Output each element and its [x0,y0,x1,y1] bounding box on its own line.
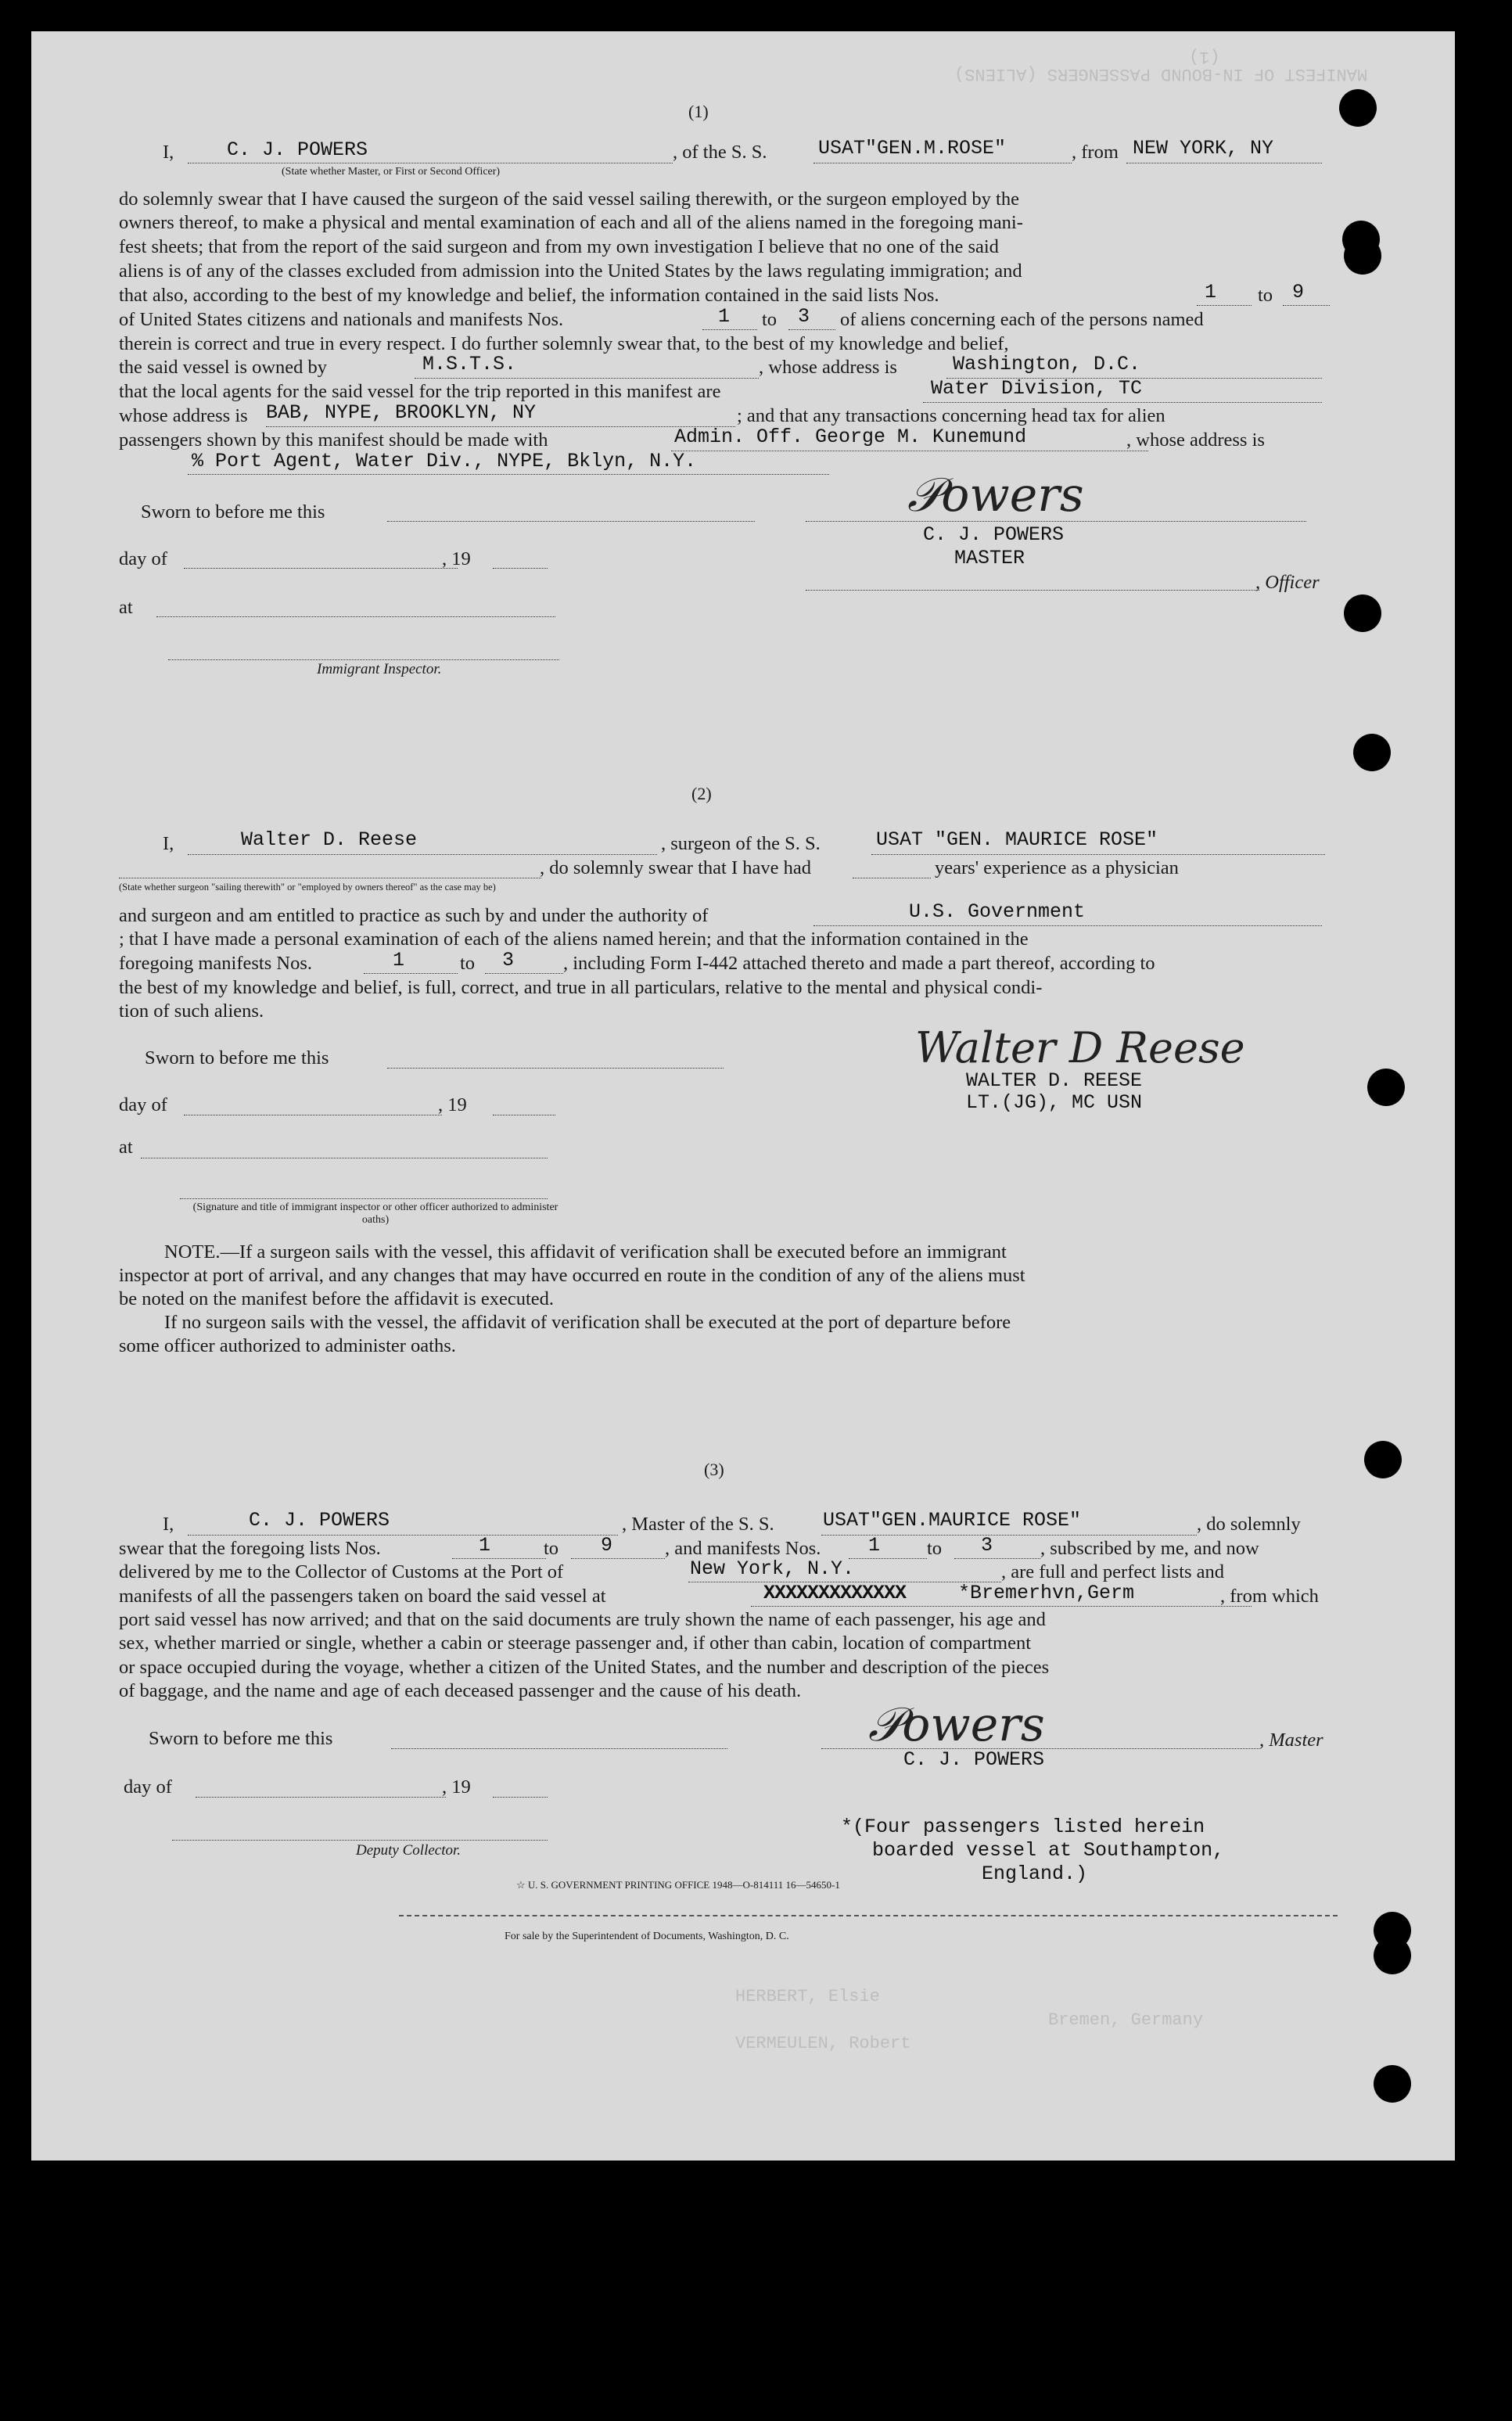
label: , of the S. S. [673,142,767,163]
label: to [460,953,476,974]
manifest-from-field: 1 [718,305,731,328]
label: to [1258,285,1273,306]
show-through-text: VERMEULEN, Robert [735,2034,911,2053]
officer-label: , Officer [1255,572,1320,593]
note-text: inspector at port of arrival, and any changes that may have occurred en route in the condition of any of the aliens must [119,1265,1025,1286]
manifests-to-field: 3 [502,949,515,972]
embarkation-port-field: *Bremerhvn,Germ [958,1582,1135,1604]
affidavit-text: do solemnly swear that I have caused the surgeon of the said vessel sailing therewith, or the surgeon employed by the [119,189,1019,210]
label: , do solemnly [1197,1514,1301,1535]
label: to [544,1538,559,1559]
signature-caption: (Signature and title of immigrant inspector or other officer authorized to administer oaths) [192,1202,558,1226]
signature-powers: 𝒫owers [907,468,1084,523]
affidavit-text: foregoing manifests Nos. [119,953,312,974]
manifests-from-field: 1 [393,949,405,972]
footnote: England.) [982,1862,1088,1885]
signer-title: MASTER [954,547,1025,569]
affidavit-text: aliens is of any of the classes excluded from admission into the United States by the laws regulating immigration; and [119,260,1022,282]
year-label: , 19 [442,1776,471,1798]
section-number: (3) [704,1460,724,1479]
label: , whose address is [759,357,897,378]
ship-name-field: USAT "GEN. MAURICE ROSE" [876,828,1158,851]
owner-field: M.S.T.S. [422,353,517,375]
arrival-port-field: New York, N.Y. [690,1557,855,1580]
affidavit-text: delivered by me to the Collector of Customs at the Port of [119,1561,564,1582]
affidavit-text: that the local agents for the said vessel for the trip reported in this manifest are [119,381,721,402]
affidavit-text: of baggage, and the name and age of each deceased passenger and the cause of his death. [119,1680,802,1701]
binder-hole [1339,89,1377,127]
affidavit-text: ; that I have made a personal examination of each of the aliens named herein; and that the information contained in the [119,929,1029,950]
lists-to-field: 9 [601,1534,613,1557]
affidavit-text: manifests of all the passengers taken on board the said vessel at [119,1586,606,1607]
section-number: (2) [691,784,712,803]
ship-name-field: USAT"GEN.M.ROSE" [818,137,1007,160]
affidavit-text: fest sheets; that from the report of the said surgeon and from my own investigation I believe that no one of the said [119,236,999,257]
head-tax-contact-field: Admin. Off. George M. Kunemund [674,426,1027,448]
lists-from-field: 1 [1205,281,1217,304]
label: , whose address is [1126,429,1265,451]
affidavit-text: sex, whether married or single, whether a cabin or steerage passenger and, if other than cabin, location of compartment [119,1633,1032,1654]
binder-hole [1344,594,1381,632]
departure-port-field: NEW YORK, NY [1133,137,1274,160]
affidavit-text: , are full and perfect lists and [1001,1561,1225,1582]
day-of-label: day of [119,548,167,569]
sworn-label: Sworn to before me this [145,1047,329,1069]
affidavit-text: , from which [1220,1586,1319,1607]
printing-office-imprint: ☆ U. S. GOVERNMENT PRINTING OFFICE 1948—O-814111 16—54650-1 [516,1879,840,1891]
signer-name: C. J. POWERS [903,1748,1045,1771]
label: , from [1072,142,1119,163]
manifests-from-field: 1 [868,1534,881,1557]
note-text: be noted on the manifest before the affidavit is executed. [119,1288,555,1309]
affidavit-text: ; and that any transactions concerning head tax for alien [737,405,1165,426]
affidavit-text: the said vessel is owned by [119,357,328,378]
signature-powers: 𝒫owers [868,1697,1045,1752]
affidavit-text: owners thereof, to make a physical and mental examination of each and all of the aliens named in the foregoing mani- [119,212,1023,233]
footnote: *(Four passengers listed herein [841,1816,1205,1838]
affidavit-text: swear that the foregoing lists Nos. [119,1538,381,1559]
affidavit-text: years' experience as a physician [935,857,1179,878]
i-label: I, [163,142,174,163]
affidavit-text: or space occupied during the voyage, whether a citizen of the United States, and the number and description of the pieces [119,1657,1050,1678]
signature-reese: Walter D Reese [915,1023,1245,1072]
affidavit-text: therein is correct and true in every respect. I do further solemnly swear that, to the best of my knowledge and belief, [119,333,1009,354]
for-sale-imprint: For sale by the Superintendent of Documents, Washington, D. C. [505,1931,789,1942]
show-through-text: MANIFEST OF IN-BOUND PASSENGERS (ALIENS) [954,64,1368,84]
affidavit-text: that also, according to the best of my knowledge and belief, the information contained in the said lists Nos. [119,285,939,306]
manifest-to-field: 3 [798,305,810,328]
sworn-label: Sworn to before me this [149,1728,333,1749]
head-tax-address-field: % Port Agent, Water Div., NYPE, Bklyn, N.Y. [192,450,697,472]
master-label: , Master [1259,1730,1323,1751]
show-through-text: (1) [1189,47,1220,66]
year-label: , 19 [442,548,471,569]
label: to [927,1538,943,1559]
agents-address-field: BAB, NYPE, BROOKLYN, NY [266,401,537,424]
note-text: some officer authorized to administer oaths. [119,1335,456,1356]
surgeon-name-field: Walter D. Reese [241,828,418,851]
struck-out-port: XXXXXXXXXXXXX [763,1582,907,1604]
binder-hole [1374,1937,1411,1974]
affidavit-text: passengers shown by this manifest should be made with [119,429,548,451]
local-agents-field: Water Division, TC [931,377,1143,400]
authority-field: U.S. Government [909,900,1086,923]
affidavit-text: , do solemnly swear that I have had [540,857,811,878]
at-label: at [119,597,133,618]
binder-hole [1367,1069,1405,1106]
affidavit-text: of aliens concerning each of the persons named [840,309,1204,330]
sworn-label: Sworn to before me this [141,501,325,523]
label: to [762,309,778,330]
note-text: If no surgeon sails with the vessel, the affidavit of verification shall be executed at the port of departure before [164,1312,1011,1333]
note-text: NOTE.—If a surgeon sails with the vessel, this affidavit of verification shall be executed before an immigrant [164,1241,1007,1263]
affidavit-text: port said vessel has now arrived; and that on the said documents are truly shown the name of each passenger, his age and [119,1609,1046,1630]
deputy-collector-label: Deputy Collector. [356,1842,462,1859]
field-caption: (State whether surgeon "sailing therewith" or "employed by owners thereof" as the case may be) [119,882,496,893]
show-through-text: Bremen, Germany [1048,2010,1204,2030]
day-of-label: day of [119,1094,167,1115]
owner-address-field: Washington, D.C. [953,353,1141,375]
immigrant-inspector-label: Immigrant Inspector. [317,661,442,677]
manifest-affidavit-page [31,31,1455,2161]
field-caption: (State whether Master, or First or Second Officer) [282,166,501,178]
ship-name-field: USAT"GEN.MAURICE ROSE" [823,1509,1082,1532]
master-name-field: C. J. POWERS [227,138,368,161]
binder-hole [1364,1441,1402,1478]
affidavit-text: , subscribed by me, and now [1040,1538,1259,1559]
year-label: , 19 [438,1094,467,1115]
show-through-text: HERBERT, Elsie [735,1987,880,2006]
signer-name: C. J. POWERS [923,523,1065,546]
label: , and manifests Nos. [665,1538,821,1559]
binder-hole [1344,237,1381,275]
affidavit-text: whose address is [119,405,248,426]
affidavit-text: and surgeon and am entitled to practice as such by and under the authority of [119,905,709,926]
day-of-label: day of [124,1776,172,1798]
binder-hole [1374,2065,1411,2103]
section-number: (1) [688,102,709,121]
lists-from-field: 1 [479,1534,491,1557]
binder-hole [1353,734,1391,771]
master-name-field: C. J. POWERS [249,1509,390,1532]
manifests-to-field: 3 [981,1534,993,1557]
affidavit-text: tion of such aliens. [119,1000,264,1022]
affidavit-text: the best of my knowledge and belief, is full, correct, and true in all particulars, relative to the mental and physical condi- [119,977,1043,998]
at-label: at [119,1137,133,1158]
affidavit-text: , including Form I-442 attached thereto and made a part thereof, according to [563,953,1155,974]
surgeon-signer-name: WALTER D. REESE [966,1069,1143,1092]
label: , surgeon of the S. S. [661,833,821,854]
label: , Master of the S. S. [622,1514,774,1535]
i-label: I, [163,833,174,854]
i-label: I, [163,1514,174,1535]
lists-to-field: 9 [1292,281,1305,304]
surgeon-signer-title: LT.(JG), MC USN [966,1091,1143,1114]
footnote: boarded vessel at Southampton, [872,1839,1225,1862]
affidavit-text: of United States citizens and nationals and manifests Nos. [119,309,564,330]
